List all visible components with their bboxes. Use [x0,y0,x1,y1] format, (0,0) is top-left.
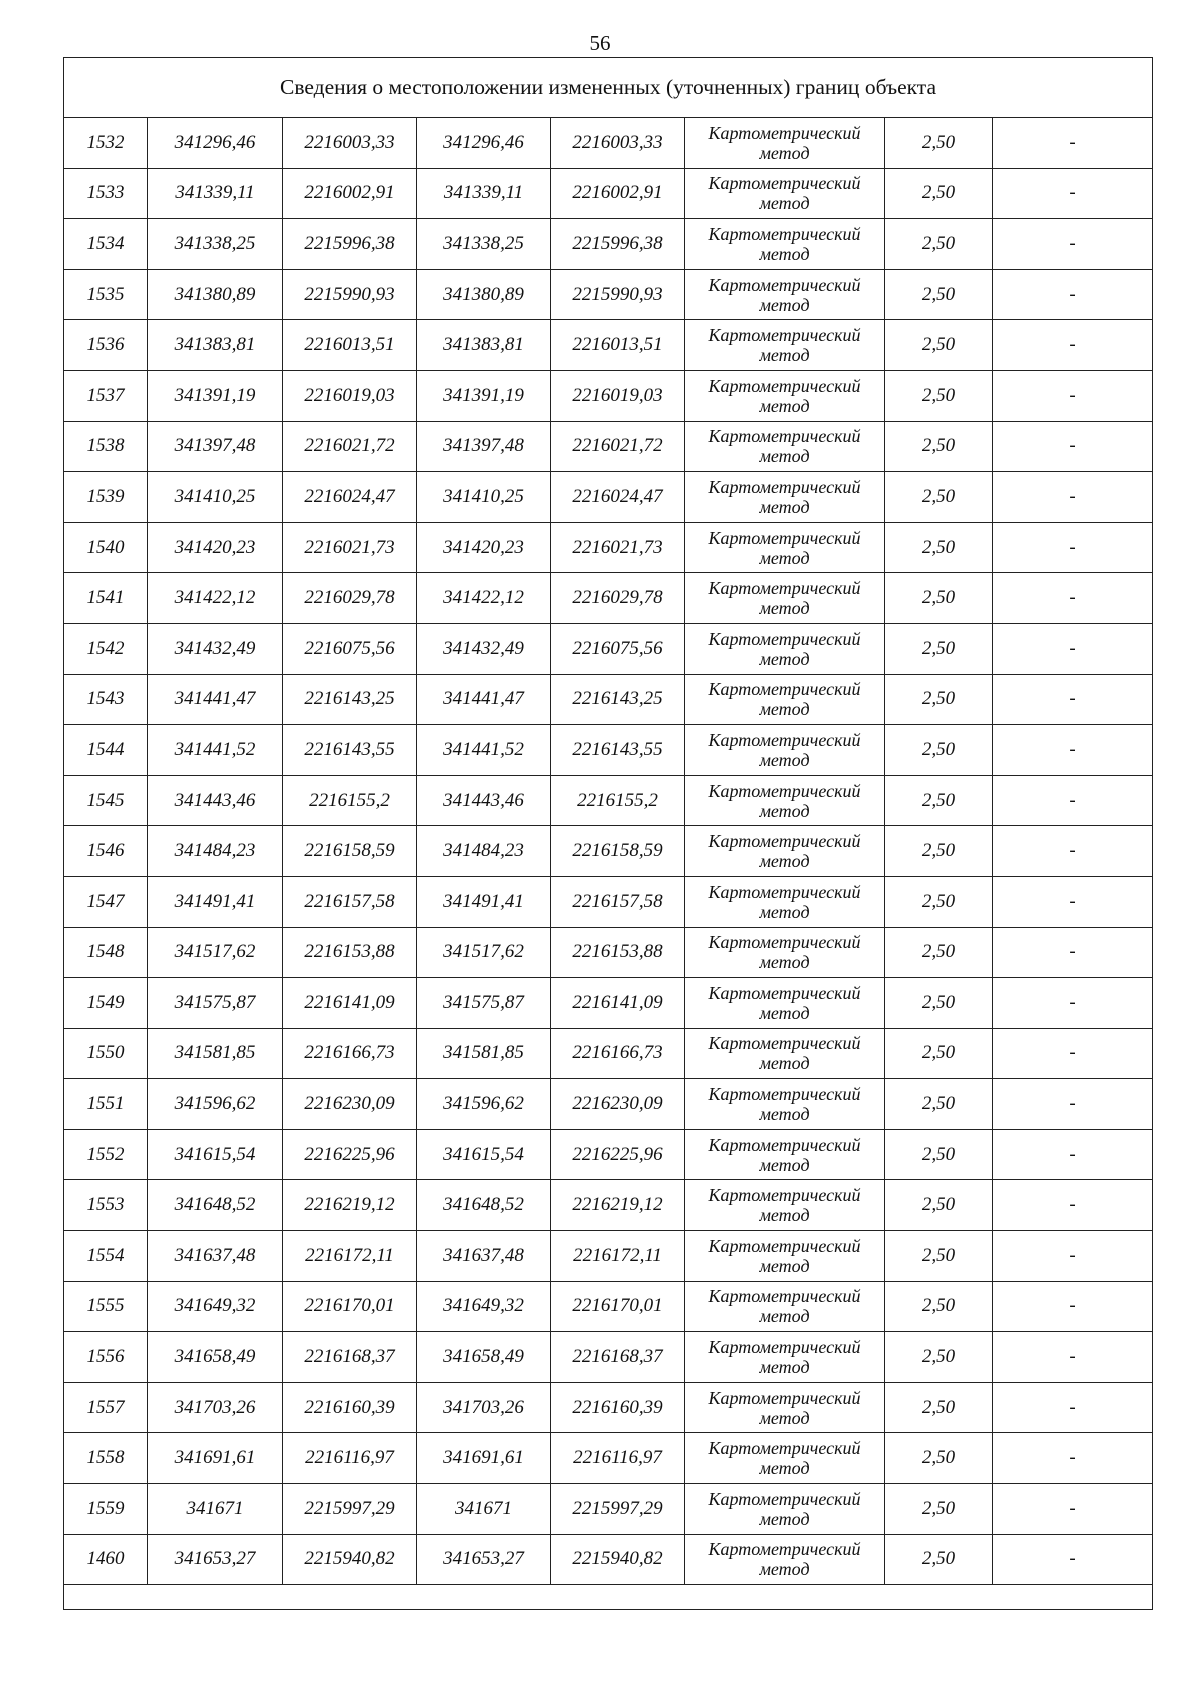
description-cell: - [993,118,1153,169]
x-new-cell: 341339,11 [417,168,551,219]
table-row [64,775,1153,826]
table-row [64,623,1153,674]
point-number-cell: 1538 [64,421,148,472]
table-row [64,168,1153,219]
accuracy-cell: 2,50 [885,1281,993,1332]
x-old-cell: 341380,89 [148,269,283,320]
x-old-cell: 341484,23 [148,826,283,877]
y-new-cell: 2216157,58 [551,876,685,927]
table-row [64,219,1153,270]
x-new-cell: 341649,32 [417,1281,551,1332]
y-old-cell: 2216075,56 [283,623,417,674]
y-old-cell: 2216168,37 [283,1332,417,1383]
x-new-cell: 341637,48 [417,1231,551,1282]
y-old-cell: 2216155,2 [283,775,417,826]
y-new-cell: 2215997,29 [551,1484,685,1535]
y-new-cell: 2216172,11 [551,1231,685,1282]
x-new-cell: 341703,26 [417,1382,551,1433]
description-cell: - [993,1382,1153,1433]
y-old-cell: 2215997,29 [283,1484,417,1535]
x-new-cell: 341380,89 [417,269,551,320]
y-old-cell: 2216153,88 [283,927,417,978]
accuracy-cell: 2,50 [885,1433,993,1484]
page-number: 56 [589,31,611,55]
x-new-cell: 341581,85 [417,1028,551,1079]
table-body [64,58,1153,1610]
y-new-cell: 2216075,56 [551,623,685,674]
description-cell: - [993,978,1153,1029]
point-number-cell: 1547 [64,876,148,927]
x-new-cell: 341443,46 [417,775,551,826]
y-new-cell: 2216158,59 [551,826,685,877]
method-cell: Картометрический метод [685,623,885,674]
x-old-cell: 341397,48 [148,421,283,472]
method-cell: Картометрический метод [685,320,885,371]
method-cell: Картометрический метод [685,522,885,573]
y-new-cell: 2216155,2 [551,775,685,826]
table-row [64,370,1153,421]
description-cell: - [993,472,1153,523]
table-row [64,573,1153,624]
accuracy-cell: 2,50 [885,775,993,826]
table-row [64,1534,1153,1585]
x-old-cell: 341443,46 [148,775,283,826]
x-new-cell: 341575,87 [417,978,551,1029]
table-row [64,674,1153,725]
description-cell: - [993,219,1153,270]
table-row [64,522,1153,573]
method-cell: Картометрический метод [685,1231,885,1282]
y-old-cell: 2216143,55 [283,725,417,776]
y-old-cell: 2216116,97 [283,1433,417,1484]
table-caption: Сведения о местоположении измененных (уточненных) границ объекта [64,58,1153,118]
table-row [64,1281,1153,1332]
x-old-cell: 341441,47 [148,674,283,725]
description-cell: - [993,623,1153,674]
x-new-cell: 341653,27 [417,1534,551,1585]
point-number-cell: 1541 [64,573,148,624]
y-old-cell: 2216021,72 [283,421,417,472]
accuracy-cell: 2,50 [885,421,993,472]
x-old-cell: 341441,52 [148,725,283,776]
y-old-cell: 2216024,47 [283,472,417,523]
y-new-cell: 2216168,37 [551,1332,685,1383]
description-cell: - [993,1231,1153,1282]
accuracy-cell: 2,50 [885,1534,993,1585]
accuracy-cell: 2,50 [885,1332,993,1383]
x-old-cell: 341420,23 [148,522,283,573]
y-new-cell: 2216143,55 [551,725,685,776]
x-new-cell: 341615,54 [417,1129,551,1180]
y-new-cell: 2216225,96 [551,1129,685,1180]
y-old-cell: 2216003,33 [283,118,417,169]
table-row [64,1028,1153,1079]
accuracy-cell: 2,50 [885,1180,993,1231]
y-old-cell: 2215990,93 [283,269,417,320]
description-cell: - [993,927,1153,978]
y-new-cell: 2216230,09 [551,1079,685,1130]
x-old-cell: 341383,81 [148,320,283,371]
point-number-cell: 1540 [64,522,148,573]
point-number-cell: 1549 [64,978,148,1029]
point-number-cell: 1557 [64,1382,148,1433]
y-new-cell: 2216021,72 [551,421,685,472]
accuracy-cell: 2,50 [885,320,993,371]
method-cell: Картометрический метод [685,978,885,1029]
x-old-cell: 341653,27 [148,1534,283,1585]
x-old-cell: 341517,62 [148,927,283,978]
y-old-cell: 2216013,51 [283,320,417,371]
x-new-cell: 341441,52 [417,725,551,776]
y-new-cell: 2216160,39 [551,1382,685,1433]
method-cell: Картометрический метод [685,725,885,776]
x-old-cell: 341703,26 [148,1382,283,1433]
table-row [64,978,1153,1029]
point-number-cell: 1555 [64,1281,148,1332]
y-new-cell: 2216013,51 [551,320,685,371]
method-cell: Картометрический метод [685,1129,885,1180]
method-cell: Картометрический метод [685,1484,885,1535]
method-cell: Картометрический метод [685,219,885,270]
x-old-cell: 341691,61 [148,1433,283,1484]
x-new-cell: 341596,62 [417,1079,551,1130]
x-new-cell: 341484,23 [417,826,551,877]
description-cell: - [993,674,1153,725]
point-number-cell: 1556 [64,1332,148,1383]
table-row [64,1231,1153,1282]
table-footer-row [64,1585,1153,1610]
accuracy-cell: 2,50 [885,573,993,624]
method-cell: Картометрический метод [685,370,885,421]
x-new-cell: 341397,48 [417,421,551,472]
point-number-cell: 1532 [64,118,148,169]
accuracy-cell: 2,50 [885,1079,993,1130]
y-old-cell: 2216166,73 [283,1028,417,1079]
y-new-cell: 2216003,33 [551,118,685,169]
x-new-cell: 341432,49 [417,623,551,674]
y-new-cell: 2215940,82 [551,1534,685,1585]
description-cell: - [993,1180,1153,1231]
accuracy-cell: 2,50 [885,472,993,523]
accuracy-cell: 2,50 [885,1231,993,1282]
method-cell: Картометрический метод [685,775,885,826]
accuracy-cell: 2,50 [885,522,993,573]
accuracy-cell: 2,50 [885,927,993,978]
description-cell: - [993,826,1153,877]
description-cell: - [993,168,1153,219]
table-row [64,1129,1153,1180]
method-cell: Картометрический метод [685,168,885,219]
method-cell: Картометрический метод [685,674,885,725]
method-cell: Картометрический метод [685,1180,885,1231]
table-caption-row [64,58,1153,118]
description-cell: - [993,370,1153,421]
x-old-cell: 341410,25 [148,472,283,523]
x-new-cell: 341422,12 [417,573,551,624]
table-row [64,1180,1153,1231]
x-new-cell: 341517,62 [417,927,551,978]
point-number-cell: 1558 [64,1433,148,1484]
accuracy-cell: 2,50 [885,623,993,674]
accuracy-cell: 2,50 [885,978,993,1029]
accuracy-cell: 2,50 [885,1382,993,1433]
accuracy-cell: 2,50 [885,1484,993,1535]
x-old-cell: 341575,87 [148,978,283,1029]
table-row [64,1433,1153,1484]
table-row [64,725,1153,776]
accuracy-cell: 2,50 [885,725,993,776]
accuracy-cell: 2,50 [885,674,993,725]
y-old-cell: 2216160,39 [283,1382,417,1433]
table-row [64,1484,1153,1535]
x-new-cell: 341383,81 [417,320,551,371]
description-cell: - [993,1129,1153,1180]
x-new-cell: 341691,61 [417,1433,551,1484]
description-cell: - [993,269,1153,320]
method-cell: Картометрический метод [685,1534,885,1585]
y-old-cell: 2216170,01 [283,1281,417,1332]
point-number-cell: 1543 [64,674,148,725]
point-number-cell: 1548 [64,927,148,978]
y-old-cell: 2216158,59 [283,826,417,877]
accuracy-cell: 2,50 [885,269,993,320]
point-number-cell: 1551 [64,1079,148,1130]
y-old-cell: 2216029,78 [283,573,417,624]
y-new-cell: 2216143,25 [551,674,685,725]
y-new-cell: 2216219,12 [551,1180,685,1231]
point-number-cell: 1539 [64,472,148,523]
method-cell: Картометрический метод [685,1028,885,1079]
description-cell: - [993,1534,1153,1585]
y-old-cell: 2216157,58 [283,876,417,927]
description-cell: - [993,876,1153,927]
x-old-cell: 341648,52 [148,1180,283,1231]
x-new-cell: 341296,46 [417,118,551,169]
x-old-cell: 341339,11 [148,168,283,219]
table-row [64,269,1153,320]
x-old-cell: 341391,19 [148,370,283,421]
point-number-cell: 1533 [64,168,148,219]
method-cell: Картометрический метод [685,269,885,320]
table-row [64,876,1153,927]
point-number-cell: 1542 [64,623,148,674]
point-number-cell: 1544 [64,725,148,776]
x-new-cell: 341671 [417,1484,551,1535]
point-number-cell: 1460 [64,1534,148,1585]
method-cell: Картометрический метод [685,421,885,472]
y-old-cell: 2216002,91 [283,168,417,219]
table-row [64,472,1153,523]
method-cell: Картометрический метод [685,1382,885,1433]
x-new-cell: 341648,52 [417,1180,551,1231]
description-cell: - [993,573,1153,624]
description-cell: - [993,1028,1153,1079]
y-new-cell: 2216024,47 [551,472,685,523]
x-new-cell: 341410,25 [417,472,551,523]
y-old-cell: 2216141,09 [283,978,417,1029]
description-cell: - [993,320,1153,371]
description-cell: - [993,522,1153,573]
accuracy-cell: 2,50 [885,118,993,169]
y-old-cell: 2216225,96 [283,1129,417,1180]
description-cell: - [993,725,1153,776]
table-row [64,927,1153,978]
y-old-cell: 2216172,11 [283,1231,417,1282]
method-cell: Картометрический метод [685,118,885,169]
x-old-cell: 341338,25 [148,219,283,270]
accuracy-cell: 2,50 [885,370,993,421]
boundary-coordinates-table [63,57,1153,1610]
description-cell: - [993,1433,1153,1484]
y-old-cell: 2215996,38 [283,219,417,270]
x-new-cell: 341338,25 [417,219,551,270]
x-old-cell: 341581,85 [148,1028,283,1079]
y-old-cell: 2216219,12 [283,1180,417,1231]
accuracy-cell: 2,50 [885,1028,993,1079]
x-new-cell: 341391,19 [417,370,551,421]
method-cell: Картометрический метод [685,472,885,523]
y-new-cell: 2216116,97 [551,1433,685,1484]
x-new-cell: 341420,23 [417,522,551,573]
method-cell: Картометрический метод [685,876,885,927]
method-cell: Картометрический метод [685,573,885,624]
x-old-cell: 341296,46 [148,118,283,169]
x-new-cell: 341491,41 [417,876,551,927]
table-row [64,1079,1153,1130]
y-new-cell: 2216021,73 [551,522,685,573]
accuracy-cell: 2,50 [885,876,993,927]
point-number-cell: 1536 [64,320,148,371]
description-cell: - [993,421,1153,472]
x-old-cell: 341658,49 [148,1332,283,1383]
accuracy-cell: 2,50 [885,168,993,219]
y-old-cell: 2215940,82 [283,1534,417,1585]
x-old-cell: 341637,48 [148,1231,283,1282]
method-cell: Картометрический метод [685,1332,885,1383]
y-old-cell: 2216230,09 [283,1079,417,1130]
method-cell: Картометрический метод [685,1433,885,1484]
table-row [64,826,1153,877]
x-old-cell: 341649,32 [148,1281,283,1332]
point-number-cell: 1559 [64,1484,148,1535]
y-new-cell: 2216170,01 [551,1281,685,1332]
method-cell: Картометрический метод [685,1281,885,1332]
y-new-cell: 2216019,03 [551,370,685,421]
accuracy-cell: 2,50 [885,219,993,270]
description-cell: - [993,1281,1153,1332]
x-old-cell: 341432,49 [148,623,283,674]
y-new-cell: 2215996,38 [551,219,685,270]
table-row [64,320,1153,371]
table-row [64,1332,1153,1383]
description-cell: - [993,775,1153,826]
point-number-cell: 1554 [64,1231,148,1282]
table-footer-cell [64,1585,1153,1610]
point-number-cell: 1546 [64,826,148,877]
point-number-cell: 1553 [64,1180,148,1231]
x-old-cell: 341671 [148,1484,283,1535]
point-number-cell: 1535 [64,269,148,320]
description-cell: - [993,1484,1153,1535]
y-new-cell: 2216002,91 [551,168,685,219]
y-new-cell: 2216166,73 [551,1028,685,1079]
table-row [64,1382,1153,1433]
y-old-cell: 2216021,73 [283,522,417,573]
point-number-cell: 1534 [64,219,148,270]
y-new-cell: 2216029,78 [551,573,685,624]
x-old-cell: 341615,54 [148,1129,283,1180]
method-cell: Картометрический метод [685,927,885,978]
x-old-cell: 341596,62 [148,1079,283,1130]
y-new-cell: 2215990,93 [551,269,685,320]
y-old-cell: 2216143,25 [283,674,417,725]
accuracy-cell: 2,50 [885,826,993,877]
y-new-cell: 2216141,09 [551,978,685,1029]
y-new-cell: 2216153,88 [551,927,685,978]
accuracy-cell: 2,50 [885,1129,993,1180]
description-cell: - [993,1332,1153,1383]
x-new-cell: 341658,49 [417,1332,551,1383]
y-old-cell: 2216019,03 [283,370,417,421]
table-row [64,118,1153,169]
method-cell: Картометрический метод [685,826,885,877]
method-cell: Картометрический метод [685,1079,885,1130]
x-old-cell: 341491,41 [148,876,283,927]
point-number-cell: 1550 [64,1028,148,1079]
description-cell: - [993,1079,1153,1130]
x-new-cell: 341441,47 [417,674,551,725]
table-row [64,421,1153,472]
x-old-cell: 341422,12 [148,573,283,624]
point-number-cell: 1537 [64,370,148,421]
point-number-cell: 1545 [64,775,148,826]
point-number-cell: 1552 [64,1129,148,1180]
